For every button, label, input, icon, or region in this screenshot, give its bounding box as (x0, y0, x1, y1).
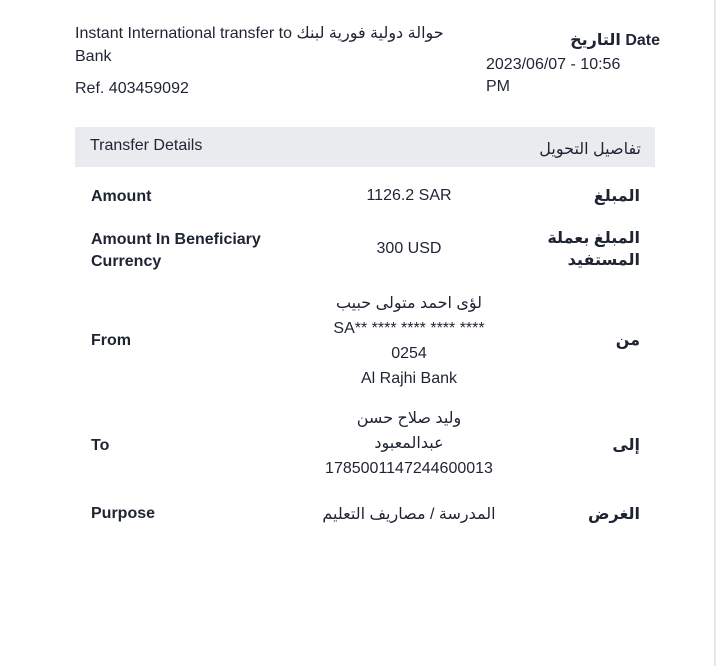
reference-number: Ref. 403459092 (75, 80, 189, 97)
purpose-label-ar: الغرض (588, 506, 640, 523)
amount-value: 1126.2 SAR (366, 187, 452, 204)
purpose-value: المدرسة / مصاريف التعليم (322, 506, 496, 523)
transfer-title-block (75, 22, 475, 100)
row-to (75, 405, 655, 485)
beneficiary-amount-label-ar: المبلغ بعملة المستفيد (547, 230, 640, 269)
receipt-header (75, 22, 660, 122)
amount-label-ar: المبلغ (593, 188, 640, 205)
transfer-details-header (75, 127, 655, 167)
row-amount (75, 183, 655, 213)
transfer-title-en: Instant International transfer to (75, 25, 293, 42)
sender-bank: Al Rajhi Bank (360, 370, 458, 387)
from-label-ar: من (615, 332, 640, 349)
purpose-label-en: Purpose (91, 505, 156, 522)
sender-iban-suffix: 0254 (391, 345, 427, 362)
row-from (75, 290, 655, 395)
transfer-title-en-cont: Bank (75, 48, 112, 65)
from-value (305, 291, 513, 391)
sender-iban: SA** **** **** **** **** (333, 320, 485, 337)
beneficiary-amount-label-en: Amount In Beneficiary Currency (91, 231, 261, 270)
transfer-title-ar: حوالة دولية فورية لبنك (296, 25, 444, 42)
beneficiary-amount-value: 300 USD (376, 240, 442, 257)
section-title-ar: تفاصيل التحويل (539, 141, 641, 158)
amount-label-en: Amount (91, 188, 152, 205)
date-block (486, 30, 660, 98)
to-label-ar: إلى (612, 437, 640, 454)
date-label: التاريخ Date (570, 32, 660, 49)
to-value (305, 406, 513, 481)
date-value: 2023/06/07 - 10:56 PM (486, 56, 621, 95)
row-beneficiary-amount (75, 228, 655, 278)
beneficiary-name-cont: عبدالمعبود (374, 435, 444, 452)
row-purpose (75, 502, 655, 532)
from-label-en: From (91, 332, 131, 349)
section-title-en: Transfer Details (90, 137, 203, 154)
to-label-en: To (91, 437, 110, 454)
sender-name: لؤى احمد متولى حبيب (335, 295, 483, 312)
beneficiary-name: وليد صلاح حسن (356, 410, 462, 427)
beneficiary-account: 1785001147244600013 (325, 460, 493, 477)
